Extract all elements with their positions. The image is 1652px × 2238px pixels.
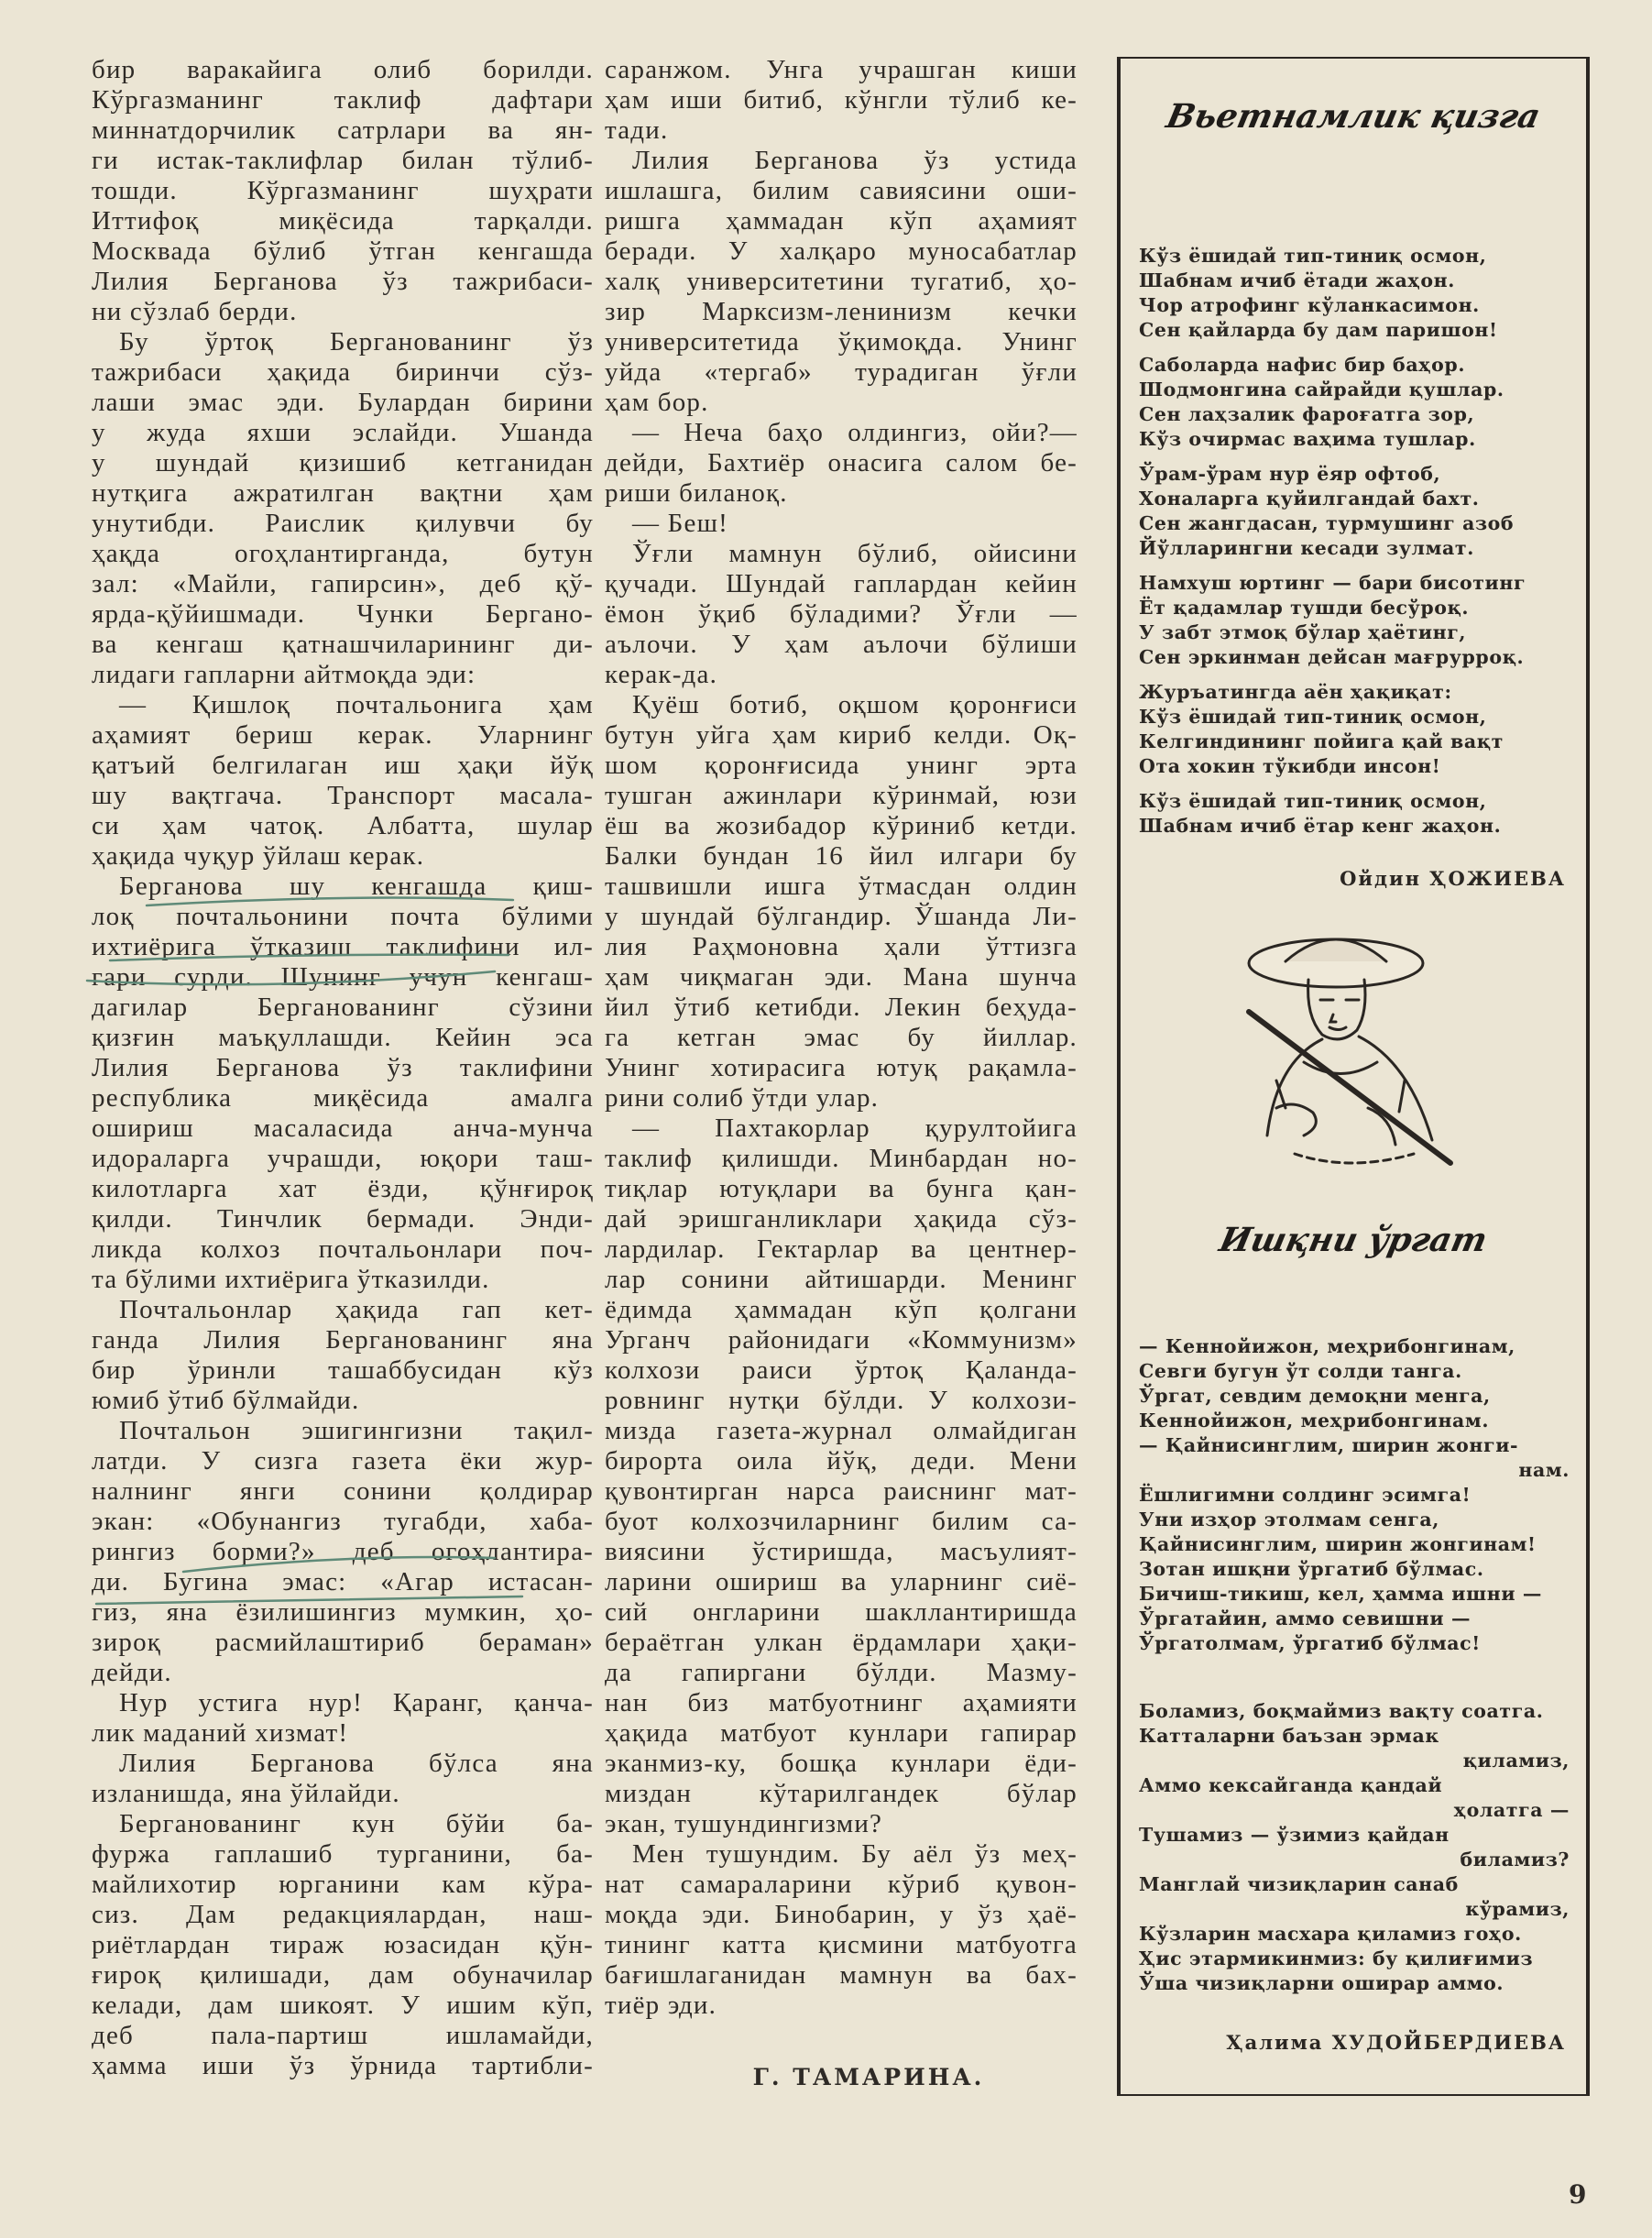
article-line: Нур устига нур! Қаранг, қанча-: [119, 1688, 594, 1717]
article-line: бераётган улкан ёрдамлари ҳақи-: [605, 1628, 1078, 1657]
poem-stanza: [1139, 1699, 1570, 1996]
article-line: налнинг янги сонини қолдирар: [92, 1476, 594, 1506]
article-line: Урганч районидаги «Коммунизм»: [605, 1325, 1078, 1355]
article-line: тади.: [605, 115, 669, 145]
article-line: колхози раиси ўртоқ Қаланда-: [605, 1355, 1078, 1385]
article-line: ихтиёрига ўтказиш таклифини ил-: [92, 932, 594, 961]
article-line: тушган ажинлари кўринмай, юзи: [605, 781, 1078, 810]
article-line: лидаги гапларни айтмоқда эди:: [92, 660, 476, 689]
article-line: гиз, яна ёзилишингиз мумкин, ҳо-: [92, 1597, 594, 1627]
poem-line: Келгиндининг пойига қай вақт: [1139, 730, 1504, 752]
article-line: лия Раҳмоновна ҳали ўттизга: [605, 932, 1078, 961]
article-line: — Беш!: [632, 509, 728, 538]
poem-line: Ўрам-ўрам нур ёяр офтоб,: [1139, 463, 1441, 485]
poem-line: Сен қайларда бу дам паришон!: [1139, 319, 1498, 341]
article-line: ошириш масаласида анча-мунча: [92, 1114, 594, 1143]
article-line: ишлашга, билим савиясини оши-: [605, 176, 1078, 205]
article-line: у шундай бўлгандир. Ўшанда Ли-: [605, 902, 1078, 931]
article-line: йил ўтиб кетибди. Лекин беҳуда-: [605, 993, 1078, 1022]
article-line: ҳақида матбуот кунлари гапирар: [605, 1718, 1078, 1748]
poem-line: Ёт қадамлар тушди бесўроқ.: [1139, 597, 1470, 619]
poem1-body: [1139, 244, 1570, 849]
article-line: Лилия Берганова ўз таклифини: [92, 1053, 594, 1082]
poem-stanza: [1139, 462, 1570, 561]
poem-line: Йўлларингни кесади зулмат.: [1139, 537, 1474, 559]
article-line: моқда эди. Бинобарин, у ўз ҳаё-: [605, 1900, 1078, 1929]
poem-line: Кўзларин масхара қиламиз гоҳо.: [1139, 1923, 1522, 1945]
article-line: ёдимда ҳаммадан кўп қолгани: [605, 1295, 1078, 1324]
article-line: экан: «Обунангиз тугабди, хаба-: [92, 1507, 594, 1536]
article-line: ги истак-таклифлар билан тўлиб-: [92, 146, 594, 175]
article-line: ёмон ўқиб бўладими? Ўғли —: [605, 599, 1078, 629]
article-line: халқ университетини тугатиб, ҳо-: [605, 267, 1078, 296]
poem-line: Манглай чизиқларин санаб: [1139, 1873, 1459, 1895]
article-line: ларини ошириш ва уларнинг сиё-: [605, 1567, 1078, 1596]
article-line: саранжом. Унга учрашган киши: [605, 55, 1078, 84]
article-line: гари сурди. Шунинг учун кенгаш-: [92, 962, 594, 992]
poem-stanza: [1139, 353, 1570, 452]
poem-line: Чор атрофинг кўланкасимон.: [1139, 294, 1480, 316]
article-line: — Неча баҳо олдингиз, ойи?—: [632, 418, 1078, 447]
article-line: шу вақтгача. Транспорт масала-: [92, 781, 594, 810]
article-line: лик маданий хизмат!: [92, 1718, 349, 1748]
article-line: нан биз матбуотнинг аҳамияти: [605, 1688, 1078, 1717]
poem-line: Сен лаҳзалик фароғатга зор,: [1139, 403, 1475, 425]
article-line: ташвишли ишга ўтмасдан олдин: [605, 872, 1078, 901]
article-line: Балки бундан 16 йил илгари бу: [605, 841, 1078, 871]
article-line: керак-да.: [605, 660, 718, 689]
article-line: ҳақида чуқур ўйлаш керак.: [92, 841, 425, 871]
poem-line: Шабнам ичиб ётади жаҳон.: [1139, 269, 1455, 291]
poem-line: Тушамиз — ўзимиз қайдан: [1139, 1824, 1450, 1846]
poem-line: — Қайнисинглим, ширин жонги-: [1139, 1434, 1519, 1456]
article-line: республика миқёсида амалга: [92, 1083, 594, 1113]
article-line: риши биланоқ.: [605, 478, 788, 508]
article-line: дагилар Берганованинг сўзини: [92, 993, 594, 1022]
poem-line: — Кеннойижон, меҳрибонгинам,: [1139, 1335, 1515, 1357]
poem-line: Кўз ёшидай тип-тиниқ осмон,: [1139, 790, 1487, 812]
article-line: Москвада бўлиб ўтган кенгашда: [92, 236, 594, 266]
article-line: деб пала-партиш ишламайди,: [92, 2021, 594, 2050]
article-line: Лилия Берганова бўлса яна: [119, 1749, 594, 1778]
poem-line: Шодмонгина сайрайди қушлар.: [1139, 378, 1504, 400]
poem-line: Ёшлигимни солдинг эсимга!: [1139, 1484, 1471, 1506]
article-line: Мен тушундим. Бу аёл ўз меҳ-: [632, 1839, 1078, 1869]
article-line: Иттифоқ миқёсида тарқалди.: [92, 206, 594, 236]
article-line: латди. У сизга газета ёки жур-: [92, 1446, 594, 1476]
article-line: қатъий белгилаган иш ҳақи йўқ: [92, 751, 594, 780]
article-line: тиёр эди.: [605, 1991, 717, 2020]
article-line: дай эришганликлари ҳақида сўз-: [605, 1204, 1078, 1234]
poem-line: Қайнисинглим, ширин жонгинам!: [1139, 1533, 1537, 1555]
poem-line: Ўргатайин, аммо севишни —: [1139, 1607, 1471, 1629]
article-line: бағишлаганидан мамнун ва бах-: [605, 1960, 1078, 1990]
article-line: аълочи. У ҳам аълочи бўлиши: [605, 630, 1078, 659]
article-line: қучади. Шундай гаплардан кейин: [605, 569, 1078, 598]
article-line: миздан кўтарилгандек бўлар: [605, 1779, 1078, 1808]
article-line: Қуёш ботиб, оқшом қоронғиси: [632, 690, 1078, 719]
article-line: аҳамият бериш керак. Уларнинг: [92, 720, 594, 750]
page-number: 9: [1569, 2179, 1587, 2210]
article-line: бир варакайига олиб борилди.: [92, 55, 594, 84]
poem-stanza: [1139, 244, 1570, 343]
article-line: лардилар. Гектарлар ва центнер-: [605, 1234, 1078, 1264]
poem-line: Шабнам ичиб ётар кенг жаҳон.: [1139, 815, 1502, 837]
article-line: нат самараларини кўриб қувон-: [605, 1870, 1078, 1899]
article-line: мизда газета-журнал олмайдиган: [605, 1416, 1078, 1445]
poem-line: Сен жангдасан, турмушинг азоб: [1139, 512, 1515, 534]
poem3-author: Ҳалима ХУДОЙБЕРДИЕВА: [1226, 2031, 1566, 2054]
article-line: сий онгларини шакллантиришда: [605, 1597, 1078, 1627]
article-line: нутқига ажратилган вақтни ҳам: [92, 478, 594, 508]
article-column-2: [605, 55, 1078, 2021]
article-line: Лилия Берганова ўз устида: [632, 146, 1078, 175]
article-line: да гапиргани бўлди. Мазму-: [605, 1658, 1078, 1687]
poem-stanza: [1139, 571, 1570, 670]
poem-line: Ота хокин тўкибди инсон!: [1139, 755, 1441, 777]
poem3-body: [1139, 1699, 1570, 2006]
article-line: буот колхозчиларнинг билим са-: [605, 1507, 1078, 1536]
article-line: таклиф қилишди. Минбардан но-: [605, 1144, 1078, 1173]
poem-line: кўрамиз,: [1465, 1898, 1570, 1920]
article-line: лар сонини айтишарди. Менинг: [605, 1265, 1078, 1294]
article-line: ҳам иши битиб, кўнгли тўлиб ке-: [605, 85, 1078, 115]
article-line: Почтальонлар ҳақида гап кет-: [119, 1295, 594, 1324]
article-line: рини солиб ўтди улар.: [605, 1083, 880, 1113]
article-line: рингиз борми?» деб огоҳлантира-: [92, 1537, 594, 1566]
article-line: — Қишлоқ почтальонига ҳам: [119, 690, 594, 719]
article-line: қилди. Тинчлик бермади. Энди-: [92, 1204, 594, 1234]
article-line: си ҳам чатоқ. Албатта, шулар: [92, 811, 594, 840]
article-line: тининг катта қисмини матбуотга: [605, 1930, 1078, 1959]
poem-stanza: [1139, 789, 1570, 839]
article-line: тошди. Кўргазманинг шуҳрати: [92, 176, 594, 205]
article-line: Унинг хотирасига ютуқ рақамла-: [605, 1053, 1078, 1082]
poem-line: ҳолатга —: [1453, 1799, 1570, 1821]
article-line: майлихотир юрганини кам кўра-: [92, 1870, 594, 1899]
article-line: ни сўзлаб берди.: [92, 297, 298, 326]
poem-line: Журъатингда аён ҳақиқат:: [1139, 681, 1452, 703]
poem-line: қиламиз,: [1462, 1750, 1570, 1772]
article-line: Кўргазманинг таклиф дафтари: [92, 85, 594, 115]
article-line: зироқ расмийлаштириб бераман»: [92, 1628, 594, 1657]
article-line: ди. Бугина эмас: «Агар истасан-: [92, 1567, 594, 1596]
poetry-sidebar: [1117, 57, 1590, 2096]
article-line: миннатдорчилик сатрлари ва ян-: [92, 115, 594, 145]
article-line: — Пахтакорлар қурултойига: [632, 1114, 1078, 1143]
poem1-author: Ойдин ҲОЖИЕВА: [1340, 867, 1566, 890]
article-line: дейди, Бахтиёр онасига салом бе-: [605, 448, 1078, 477]
poem-line: Кўз очирмас ваҳима тушлар.: [1139, 428, 1476, 450]
poem-line: Катталарни баъзан эрмак: [1139, 1725, 1439, 1747]
article-line: ҳамма иши ўз ўрнида тартибли-: [92, 2051, 594, 2080]
woman-soldier-illustration: [1221, 925, 1496, 1190]
article-line: ғироқ қилишади, дам обуначилар: [92, 1960, 594, 1990]
article-line: изланишда, яна ўйлайди.: [92, 1779, 400, 1808]
article-line: ровнинг нутқи бўлди. У колхози-: [605, 1386, 1078, 1415]
poem-line: Ҳис этармикинмиз: бу қилиғимиз: [1139, 1947, 1534, 1969]
poem-line: Ўша чизиқларни оширар аммо.: [1139, 1972, 1504, 1994]
article-line: сиз. Дам редакциялардан, наш-: [92, 1900, 594, 1929]
poem-stanza: [1139, 680, 1570, 779]
article-line: ришга ҳаммадан кўп аҳамият: [605, 206, 1078, 236]
poem-stanza: [1139, 1334, 1570, 1656]
poem-line: Севги бугун ўт солди танга.: [1139, 1360, 1462, 1382]
article-line: шом қоронғисида унинг эрта: [605, 751, 1078, 780]
article-line: килотларга хат ёзди, қўнғироқ: [92, 1174, 594, 1203]
poem1-title: Вьетнамлик қизга: [1163, 97, 1544, 136]
article-line: фуржа гаплашиб турганини, ба-: [92, 1839, 594, 1869]
poem2-body: [1139, 1334, 1570, 1666]
article-line: идораларга учрашди, юқори таш-: [92, 1144, 594, 1173]
article-line: экан, тушундингизми?: [605, 1809, 883, 1838]
article-line: у шундай қизишиб кетганидан: [92, 448, 594, 477]
article-line: лоқ почтальонини почта бўлими: [92, 902, 594, 931]
article-line: университетида ўқимоқда. Унинг: [605, 327, 1078, 357]
poem-line: Намхуш юртинг — бари бисотинг: [1139, 572, 1526, 594]
article-line: тиқлар ютуқлари ва бунга қан-: [605, 1174, 1078, 1203]
article-line: зал: «Майли, гапирсин», деб қў-: [92, 569, 594, 598]
poem2-title: Ишқни ўргат: [1216, 1221, 1491, 1259]
article-line: Берганова шу кенгашда қиш-: [119, 872, 594, 901]
poem-line: У забт этмоқ бўлар ҳаётинг,: [1139, 621, 1467, 643]
article-line: зир Марксизм-ленинизм кечки: [605, 297, 1078, 326]
poem-line: Боламиз, боқмаймиз вақту соатга.: [1139, 1700, 1544, 1722]
article-line: риётлардан тираж юзасидан қўн-: [92, 1930, 594, 1959]
article-line: Лилия Берганова ўз тажрибаси-: [92, 267, 594, 296]
article-line: у жуда яхши эслайди. Ушанда: [92, 418, 594, 447]
article-line: тажрибаси ҳақида биринчи сўз-: [92, 357, 594, 387]
article-line: эканмиз-ку, бошқа кунлари ёди-: [605, 1749, 1078, 1778]
article-line: бир ўринли ташаббусидан кўз: [92, 1355, 594, 1385]
article-line: виясини ўстиришда, масъулият-: [605, 1537, 1078, 1566]
poem-line: Бичиш-тикиш, кел, ҳамма ишни —: [1139, 1583, 1542, 1605]
poem-line: Уни изҳор этолмам сенга,: [1139, 1508, 1439, 1530]
article-line: қувонтирган нарса раиснинг мат-: [605, 1476, 1078, 1506]
poem-line: Саболарда нафис бир баҳор.: [1139, 354, 1466, 376]
article-line: дейди.: [92, 1658, 172, 1687]
article-line: юмиб ўтиб бўлмайди.: [92, 1386, 360, 1415]
poem-line: нам.: [1518, 1459, 1570, 1481]
article-line: Ўғли мамнун бўлиб, ойисини: [632, 539, 1078, 568]
article-line: Бу ўртоқ Берганованинг ўз: [119, 327, 594, 357]
article-line: ҳам чиқмаган эди. Мана шунча: [605, 962, 1078, 992]
article-line: унутибди. Раислик қилувчи бу: [92, 509, 594, 538]
article-line: бирорта оила йўқ, деди. Мени: [605, 1446, 1078, 1476]
poem-line: биламиз?: [1460, 1849, 1570, 1870]
poem-line: Хоналарга қуйилгандай бахт.: [1139, 488, 1480, 510]
article-column-1: [92, 55, 594, 2081]
article-line: келади, дам шикоят. У ишим кўп,: [92, 1991, 594, 2020]
article-line: беради. У халқаро муносабатлар: [605, 236, 1078, 266]
article-line: лаши эмас эди. Булардан бирини: [92, 388, 594, 417]
article-line: уйда «тергаб» турадиган ўғли: [605, 357, 1078, 387]
article-line: та бўлими ихтиёрига ўтказилди.: [92, 1265, 490, 1294]
article-line: бутун уйга ҳам кириб келди. Оқ-: [605, 720, 1078, 750]
poem-line: Кеннойижон, меҳрибонгинам.: [1139, 1410, 1490, 1432]
article-line: ҳам бор.: [605, 388, 709, 417]
poem-line: Ўргат, севдим демоқни менга,: [1139, 1385, 1491, 1407]
article-line: ганда Лилия Берганованинг яна: [92, 1325, 594, 1355]
article-line: га кетган эмас бу йиллар.: [605, 1023, 1078, 1052]
poem-line: Аммо кексайганда қандай: [1139, 1774, 1443, 1796]
poem-line: Сен эркинман дейсан мағрурроқ.: [1139, 646, 1525, 668]
poem-line: Кўз ёшидай тип-тиниқ осмон,: [1139, 245, 1487, 267]
article-line: ва кенгаш қатнашчиларининг ди-: [92, 630, 594, 659]
article-line: ликда колхоз почтальонлари поч-: [92, 1234, 594, 1264]
article-line: Почтальон эшигингизни тақил-: [119, 1416, 594, 1445]
article-line: ярда-қўйишмади. Чунки Бергано-: [92, 599, 594, 629]
poem-line: Ўргатолмам, ўргатиб бўлмас!: [1139, 1632, 1481, 1654]
poem-line: Кўз ёшидай тип-тиниқ осмон,: [1139, 706, 1487, 728]
article-line: қизғин маъқуллашди. Кейин эса: [92, 1023, 594, 1052]
poem-line: Зотан ишқни ўргатиб бўлмас.: [1139, 1558, 1484, 1580]
article-line: ҳақда огоҳлантирганда, бутун: [92, 539, 594, 568]
article-line: ёш ва жозибадор кўриниб кетди.: [605, 811, 1078, 840]
article-author: Г. ТАМАРИНА.: [752, 2064, 985, 2090]
article-line: Берганованинг кун бўйи ба-: [119, 1809, 594, 1838]
